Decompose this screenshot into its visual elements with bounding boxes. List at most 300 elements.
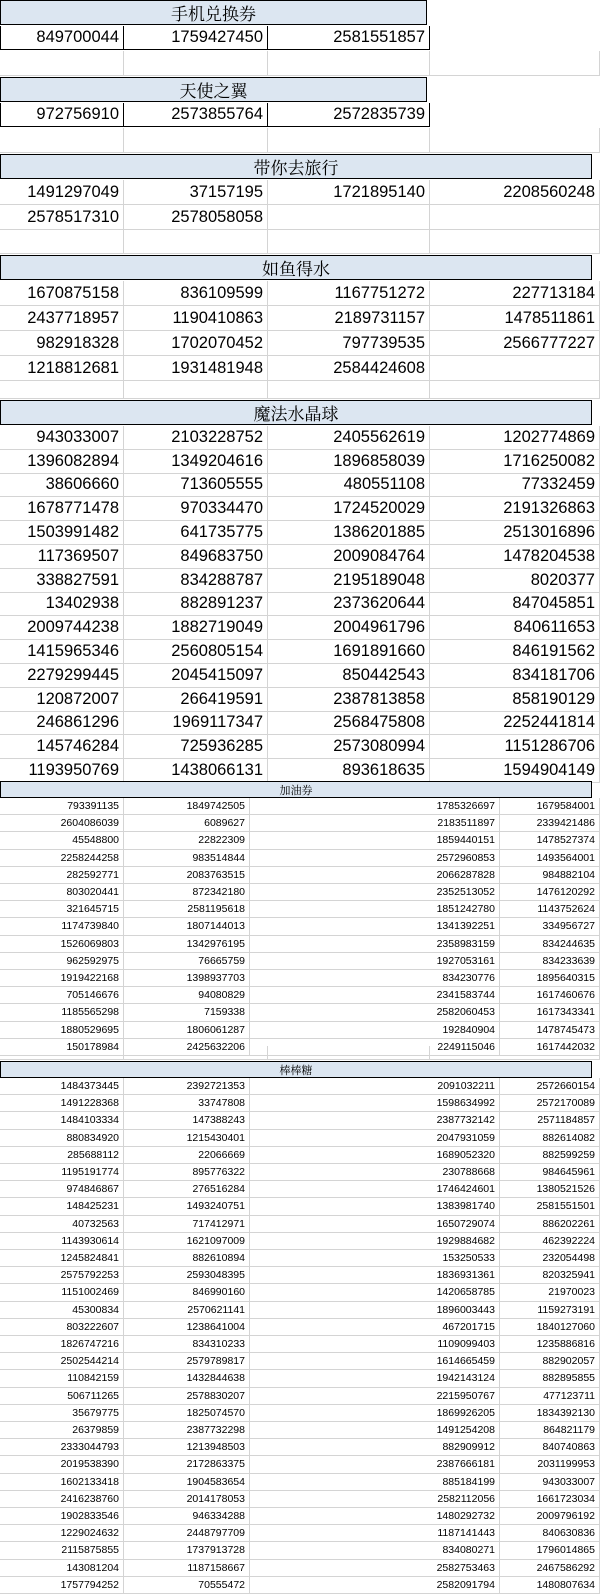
code-cell[interactable]: 2570621141	[124, 1302, 250, 1319]
code-cell[interactable]: 1503991482	[0, 521, 124, 545]
code-cell[interactable]: 984882104	[500, 867, 600, 884]
code-cell[interactable]: 1617343341	[500, 1004, 600, 1021]
code-cell[interactable]: 1478527374	[500, 832, 600, 849]
code-cell[interactable]: 282592771	[0, 867, 124, 884]
code-cell[interactable]: 834310233	[124, 1336, 250, 1353]
code-cell[interactable]: 2582112056	[250, 1491, 500, 1508]
blank-cell[interactable]	[430, 381, 600, 399]
code-cell[interactable]: 1969117347	[124, 712, 268, 736]
code-cell[interactable]: 467201715	[250, 1319, 500, 1336]
code-cell[interactable]: 1478511861	[430, 306, 600, 331]
code-cell[interactable]: 2014178053	[124, 1491, 250, 1508]
code-cell[interactable]: 2004961796	[268, 616, 430, 640]
code-cell[interactable]: 338827591	[0, 569, 124, 593]
code-cell[interactable]: 882902057	[500, 1353, 600, 1370]
code-cell[interactable]: 1650729074	[250, 1216, 500, 1233]
code-cell[interactable]: 2189731157	[268, 306, 430, 331]
code-cell[interactable]: 834244635	[500, 936, 600, 953]
code-cell[interactable]: 1151286706	[430, 735, 600, 759]
code-cell[interactable]	[430, 356, 600, 381]
code-cell[interactable]: 35679775	[0, 1405, 124, 1422]
code-cell[interactable]: 276516284	[124, 1181, 250, 1198]
code-cell[interactable]: 1927053161	[250, 953, 500, 970]
code-cell[interactable]: 882895855	[500, 1370, 600, 1387]
code-cell[interactable]: 793391135	[0, 798, 124, 815]
code-cell[interactable]: 1691891660	[268, 640, 430, 664]
blank-cell[interactable]	[124, 51, 268, 76]
code-cell[interactable]: 2405562619	[268, 426, 430, 450]
code-cell[interactable]: 2387813858	[268, 688, 430, 712]
code-cell[interactable]: 846191562	[430, 640, 600, 664]
code-cell[interactable]: 477123711	[500, 1388, 600, 1405]
code-cell[interactable]: 2584424608	[268, 356, 430, 381]
code-cell[interactable]: 1167751272	[268, 281, 430, 306]
code-cell[interactable]: 834181706	[430, 664, 600, 688]
code-cell[interactable]: 70555472	[124, 1577, 250, 1594]
code-cell[interactable]: 1109099403	[250, 1336, 500, 1353]
code-cell[interactable]: 847045851	[430, 593, 600, 617]
table-row	[0, 521, 600, 545]
code-cell[interactable]: 1785326697	[250, 798, 500, 815]
code-cell[interactable]: 2183511897	[250, 815, 500, 832]
code-cell[interactable]: 2387666181	[250, 1456, 500, 1473]
code-cell[interactable]: 1689052320	[250, 1147, 500, 1164]
code-cell[interactable]: 2191326863	[430, 497, 600, 521]
code-cell[interactable]: 1151002469	[0, 1284, 124, 1301]
code-cell[interactable]: 1826747216	[0, 1336, 124, 1353]
code-cell[interactable]: 2279299445	[0, 664, 124, 688]
code-cell[interactable]: 2009796192	[500, 1508, 600, 1525]
code-cell[interactable]: 1902833546	[0, 1508, 124, 1525]
code-cell[interactable]	[268, 205, 430, 230]
table-row	[0, 1284, 600, 1301]
code-cell[interactable]: 1213948503	[124, 1439, 250, 1456]
blank-cell[interactable]	[124, 381, 268, 399]
code-cell[interactable]: 22822309	[124, 832, 250, 849]
code-cell[interactable]: 1880529695	[0, 1022, 124, 1039]
code-cell[interactable]: 1896003443	[250, 1302, 500, 1319]
code-cell[interactable]: 882891237	[124, 593, 268, 617]
code-cell[interactable]: 246861296	[0, 712, 124, 736]
code-cell[interactable]: 2566777227	[430, 331, 600, 356]
code-cell[interactable]: 8020377	[430, 569, 600, 593]
code-cell[interactable]: 40732563	[0, 1216, 124, 1233]
code-cell[interactable]: 21970023	[500, 1284, 600, 1301]
code-cell[interactable]: 1229024632	[0, 1525, 124, 1542]
code-cell[interactable]: 641735775	[124, 521, 268, 545]
code-cell[interactable]: 2215950767	[250, 1388, 500, 1405]
code-cell[interactable]: 2258244258	[0, 850, 124, 867]
code-cell[interactable]: 850442543	[268, 664, 430, 688]
code-cell[interactable]: 2581551857	[268, 26, 430, 50]
code-cell[interactable]: 2573855764	[124, 103, 268, 127]
blank-cell[interactable]	[430, 230, 600, 254]
code-cell[interactable]: 2581195618	[124, 901, 250, 918]
code-cell[interactable]: 26379859	[0, 1422, 124, 1439]
code-cell[interactable]: 1480292732	[250, 1508, 500, 1525]
code-cell[interactable]: 882610894	[124, 1250, 250, 1267]
code-cell[interactable]: 1195191774	[0, 1164, 124, 1181]
code-cell[interactable]: 1825074570	[124, 1405, 250, 1422]
code-cell[interactable]: 1661723034	[500, 1491, 600, 1508]
code-cell[interactable]: 77332459	[430, 474, 600, 498]
code-cell[interactable]: 2513016896	[430, 521, 600, 545]
code-cell[interactable]: 1215430401	[124, 1130, 250, 1147]
code-cell[interactable]: 1478204538	[430, 545, 600, 569]
code-cell[interactable]: 1187158667	[124, 1560, 250, 1577]
blank-cell[interactable]	[124, 230, 268, 254]
code-cell[interactable]: 2604086039	[0, 815, 124, 832]
code-cell[interactable]: 2502544214	[0, 1353, 124, 1370]
code-cell[interactable]: 895776322	[124, 1164, 250, 1181]
code-cell[interactable]: 94080829	[124, 987, 250, 1004]
code-cell[interactable]: 1380521526	[500, 1181, 600, 1198]
code-cell[interactable]: 880834920	[0, 1130, 124, 1147]
code-cell[interactable]: 2572660154	[500, 1078, 600, 1095]
code-cell[interactable]: 1383981740	[250, 1198, 500, 1215]
code-cell[interactable]: 717412971	[124, 1216, 250, 1233]
blank-row	[0, 381, 600, 399]
blank-cell[interactable]	[0, 51, 124, 76]
code-cell[interactable]: 1942143124	[250, 1370, 500, 1387]
code-cell[interactable]: 6089627	[124, 815, 250, 832]
blank-cell[interactable]	[430, 51, 600, 76]
code-cell[interactable]: 1678771478	[0, 497, 124, 521]
blank-cell[interactable]	[268, 381, 430, 399]
code-cell[interactable]: 120872007	[0, 688, 124, 712]
code-cell[interactable]: 1621097009	[124, 1233, 250, 1250]
code-cell[interactable]: 803222607	[0, 1319, 124, 1336]
code-cell[interactable]: 803020441	[0, 884, 124, 901]
code-cell[interactable]: 266419591	[124, 688, 268, 712]
code-cell[interactable]: 1724520029	[268, 497, 430, 521]
code-cell[interactable]: 1349204616	[124, 450, 268, 474]
code-cell[interactable]: 2572170089	[500, 1095, 600, 1112]
code-cell[interactable]: 1670875158	[0, 281, 124, 306]
code-cell[interactable]: 1143930614	[0, 1233, 124, 1250]
code-cell[interactable]: 2448797709	[124, 1525, 250, 1542]
code-cell[interactable]: 2009744238	[0, 616, 124, 640]
code-cell[interactable]: 1491254208	[250, 1422, 500, 1439]
code-cell[interactable]: 2047931059	[250, 1130, 500, 1147]
code-cell[interactable]: 1174739840	[0, 918, 124, 935]
code-cell[interactable]: 2573080994	[268, 735, 430, 759]
code-cell[interactable]: 7159338	[124, 1004, 250, 1021]
code-cell[interactable]: 2252441814	[430, 712, 600, 736]
blank-cell[interactable]	[268, 230, 430, 254]
code-cell[interactable]: 1721895140	[268, 180, 430, 205]
code-cell[interactable]: 1594904149	[430, 759, 600, 783]
code-cell[interactable]: 1484103334	[0, 1112, 124, 1129]
code-cell[interactable]: 1602133418	[0, 1474, 124, 1491]
code-cell[interactable]: 836109599	[124, 281, 268, 306]
code-cell[interactable]: 117369507	[0, 545, 124, 569]
code-cell[interactable]: 1238641004	[124, 1319, 250, 1336]
code-cell[interactable]: 1159273191	[500, 1302, 600, 1319]
code-cell[interactable]: 1679584001	[500, 798, 600, 815]
code-cell[interactable]: 1882719049	[124, 616, 268, 640]
code-cell[interactable]: 1432844638	[124, 1370, 250, 1387]
code-cell[interactable]: 45548800	[0, 832, 124, 849]
code-cell[interactable]: 1598634992	[250, 1095, 500, 1112]
code-cell[interactable]: 2425632206	[124, 1039, 250, 1056]
code-cell[interactable]: 2172863375	[124, 1456, 250, 1473]
blank-cell[interactable]	[124, 128, 268, 153]
code-cell[interactable]: 1341392251	[250, 918, 500, 935]
code-cell[interactable]: 232054498	[500, 1250, 600, 1267]
code-cell[interactable]: 145746284	[0, 735, 124, 759]
code-cell[interactable]: 2358983159	[250, 936, 500, 953]
section-title[interactable]: 棒棒糖	[0, 1061, 592, 1078]
code-cell[interactable]: 230788668	[250, 1164, 500, 1181]
code-cell[interactable]: 849700044	[0, 26, 124, 50]
code-cell[interactable]: 2208560248	[430, 180, 600, 205]
code-cell[interactable]: 37157195	[124, 180, 268, 205]
code-cell[interactable]: 820325941	[500, 1267, 600, 1284]
code-cell[interactable]: 882599259	[500, 1147, 600, 1164]
code-cell[interactable]: 2091032211	[250, 1078, 500, 1095]
code-cell[interactable]: 1929884682	[250, 1233, 500, 1250]
code-cell[interactable]: 893618635	[268, 759, 430, 783]
code-cell[interactable]: 1896858039	[268, 450, 430, 474]
code-cell[interactable]: 982918328	[0, 331, 124, 356]
code-cell[interactable]: 1895640315	[500, 970, 600, 987]
code-cell[interactable]: 1836931361	[250, 1267, 500, 1284]
section-title[interactable]: 带你去旅行	[0, 154, 592, 179]
code-cell[interactable]: 1617460676	[500, 987, 600, 1004]
code-cell[interactable]: 849683750	[124, 545, 268, 569]
code-cell[interactable]: 1218812681	[0, 356, 124, 381]
section-title[interactable]: 如鱼得水	[0, 255, 592, 280]
blank-cell[interactable]	[0, 381, 124, 399]
code-cell[interactable]: 38606660	[0, 474, 124, 498]
code-cell[interactable]: 882614082	[500, 1130, 600, 1147]
code-cell[interactable]: 872342180	[124, 884, 250, 901]
code-cell[interactable]: 192840904	[250, 1022, 500, 1039]
code-cell[interactable]: 1849742505	[124, 798, 250, 815]
code-cell[interactable]: 1185565298	[0, 1004, 124, 1021]
code-cell[interactable]: 725936285	[124, 735, 268, 759]
code-cell[interactable]: 2437718957	[0, 306, 124, 331]
table-row	[0, 1491, 600, 1508]
code-cell[interactable]: 2572960853	[250, 850, 500, 867]
code-cell[interactable]: 2582060453	[250, 1004, 500, 1021]
code-cell[interactable]: 834230776	[250, 970, 500, 987]
code-cell[interactable]: 45300834	[0, 1302, 124, 1319]
code-cell[interactable]: 1396082894	[0, 450, 124, 474]
code-cell[interactable]: 1702070452	[124, 331, 268, 356]
code-cell[interactable]: 2083763515	[124, 867, 250, 884]
code-cell[interactable]: 2009084764	[268, 545, 430, 569]
code-cell[interactable]: 797739535	[268, 331, 430, 356]
code-cell[interactable]: 1904583654	[124, 1474, 250, 1491]
code-cell[interactable]: 840611653	[430, 616, 600, 640]
blank-cell[interactable]	[0, 128, 124, 153]
code-cell[interactable]: 143081204	[0, 1560, 124, 1577]
code-cell[interactable]: 1859440151	[250, 832, 500, 849]
code-cell[interactable]: 334956727	[500, 918, 600, 935]
code-cell[interactable]: 2195189048	[268, 569, 430, 593]
code-cell[interactable]: 834288787	[124, 569, 268, 593]
code-cell[interactable]: 1737913728	[124, 1542, 250, 1559]
code-cell[interactable]: 2578830207	[124, 1388, 250, 1405]
code-cell[interactable]: 974846867	[0, 1181, 124, 1198]
code-cell[interactable]	[430, 205, 600, 230]
code-cell[interactable]: 462392224	[500, 1233, 600, 1250]
code-cell[interactable]: 285688112	[0, 1147, 124, 1164]
code-cell[interactable]: 1143752624	[500, 901, 600, 918]
code-cell[interactable]: 840630836	[500, 1525, 600, 1542]
code-cell[interactable]: 834080271	[250, 1542, 500, 1559]
code-cell[interactable]: 2578058058	[124, 205, 268, 230]
code-cell[interactable]: 2387732298	[124, 1422, 250, 1439]
code-cell[interactable]: 1491297049	[0, 180, 124, 205]
code-cell[interactable]: 2579789817	[124, 1353, 250, 1370]
code-cell[interactable]: 864821179	[500, 1422, 600, 1439]
code-cell[interactable]: 2045415097	[124, 664, 268, 688]
table-row	[0, 987, 600, 1004]
code-cell[interactable]: 846990160	[124, 1284, 250, 1301]
code-cell[interactable]: 2560805154	[124, 640, 268, 664]
code-cell[interactable]: 2568475808	[268, 712, 430, 736]
code-cell[interactable]: 1796014865	[500, 1542, 600, 1559]
code-cell[interactable]: 76665759	[124, 953, 250, 970]
section-title[interactable]: 手机兑换券	[0, 0, 427, 25]
code-cell[interactable]: 2249115046	[250, 1039, 500, 1056]
code-cell[interactable]: 1834392130	[500, 1405, 600, 1422]
code-cell[interactable]: 705146676	[0, 987, 124, 1004]
code-cell[interactable]: 2581551501	[500, 1198, 600, 1215]
code-cell[interactable]: 22066669	[124, 1147, 250, 1164]
code-cell[interactable]: 962592975	[0, 953, 124, 970]
code-cell[interactable]: 1526069803	[0, 936, 124, 953]
code-cell[interactable]: 882909912	[250, 1439, 500, 1456]
code-cell[interactable]: 713605555	[124, 474, 268, 498]
code-cell[interactable]: 858190129	[430, 688, 600, 712]
blank-cell[interactable]	[268, 128, 430, 153]
code-cell[interactable]: 153250533	[250, 1250, 500, 1267]
code-cell[interactable]: 2103228752	[124, 426, 268, 450]
code-cell[interactable]: 1759427450	[124, 26, 268, 50]
code-cell[interactable]: 946334288	[124, 1508, 250, 1525]
code-cell[interactable]: 480551108	[268, 474, 430, 498]
code-cell[interactable]: 1478745473	[500, 1022, 600, 1039]
code-cell[interactable]: 1245824841	[0, 1250, 124, 1267]
code-cell[interactable]: 147388243	[124, 1112, 250, 1129]
code-cell[interactable]: 1746424601	[250, 1181, 500, 1198]
code-cell[interactable]: 2333044793	[0, 1439, 124, 1456]
code-cell[interactable]: 886202261	[500, 1216, 600, 1233]
code-cell[interactable]: 2066287828	[250, 867, 500, 884]
code-cell[interactable]: 2373620644	[268, 593, 430, 617]
code-cell[interactable]: 2392721353	[124, 1078, 250, 1095]
code-cell[interactable]: 1342976195	[124, 936, 250, 953]
code-cell[interactable]: 2571184857	[500, 1112, 600, 1129]
code-cell[interactable]: 1202774869	[430, 426, 600, 450]
code-cell[interactable]: 2582091794	[250, 1577, 500, 1594]
code-cell[interactable]: 33747808	[124, 1095, 250, 1112]
code-cell[interactable]: 2352513052	[250, 884, 500, 901]
code-cell[interactable]: 840740863	[500, 1439, 600, 1456]
code-cell[interactable]: 2575792253	[0, 1267, 124, 1284]
code-cell[interactable]: 1869926205	[250, 1405, 500, 1422]
code-cell[interactable]: 1398937703	[124, 970, 250, 987]
code-cell[interactable]: 972756910	[0, 103, 124, 127]
code-cell[interactable]: 2341583744	[250, 987, 500, 1004]
code-cell[interactable]: 1919422168	[0, 970, 124, 987]
code-cell[interactable]: 1235886816	[500, 1336, 600, 1353]
code-cell[interactable]: 1420658785	[250, 1284, 500, 1301]
code-cell[interactable]: 110842159	[0, 1370, 124, 1387]
code-cell[interactable]: 150178984	[0, 1039, 124, 1056]
code-cell[interactable]: 1614665459	[250, 1353, 500, 1370]
code-cell[interactable]: 984645961	[500, 1164, 600, 1181]
code-cell[interactable]: 2593048395	[124, 1267, 250, 1284]
code-cell[interactable]: 885184199	[250, 1474, 500, 1491]
code-cell[interactable]: 970334470	[124, 497, 268, 521]
code-cell[interactable]: 1190410863	[124, 306, 268, 331]
code-cell[interactable]: 1757794252	[0, 1577, 124, 1594]
code-cell[interactable]: 1806061287	[124, 1022, 250, 1039]
code-cell[interactable]: 227713184	[430, 281, 600, 306]
section-title-row	[0, 154, 600, 179]
section-title[interactable]: 魔法水晶球	[0, 400, 592, 425]
code-cell[interactable]: 506711265	[0, 1388, 124, 1405]
section-title[interactable]: 天使之翼	[0, 77, 427, 102]
code-cell[interactable]: 2572835739	[268, 103, 430, 127]
code-cell[interactable]: 2031199953	[500, 1456, 600, 1473]
code-cell[interactable]: 2339421486	[500, 815, 600, 832]
code-cell[interactable]: 1386201885	[268, 521, 430, 545]
code-cell[interactable]: 983514844	[124, 850, 250, 867]
code-cell[interactable]: 1493564001	[500, 850, 600, 867]
code-cell[interactable]: 2416238760	[0, 1491, 124, 1508]
code-cell[interactable]: 1716250082	[430, 450, 600, 474]
blank-cell[interactable]	[0, 230, 124, 254]
code-cell[interactable]: 1480807634	[500, 1577, 600, 1594]
code-cell[interactable]: 2387732142	[250, 1112, 500, 1129]
code-cell[interactable]: 1438066131	[124, 759, 268, 783]
code-cell[interactable]: 2582753463	[250, 1560, 500, 1577]
code-cell[interactable]: 1415965346	[0, 640, 124, 664]
code-cell[interactable]: 321645715	[0, 901, 124, 918]
section-title[interactable]: 加油券	[0, 781, 592, 798]
code-cell[interactable]: 1840127060	[500, 1319, 600, 1336]
code-cell[interactable]: 1187141443	[250, 1525, 500, 1542]
code-cell[interactable]: 2019538390	[0, 1456, 124, 1473]
code-cell[interactable]: 943033007	[500, 1474, 600, 1491]
code-cell[interactable]: 2115875855	[0, 1542, 124, 1559]
blank-cell[interactable]	[430, 128, 600, 153]
blank-row	[0, 230, 600, 254]
code-cell[interactable]: 13402938	[0, 593, 124, 617]
code-cell[interactable]: 148425231	[0, 1198, 124, 1215]
code-cell[interactable]: 1484373445	[0, 1078, 124, 1095]
code-cell[interactable]: 834233639	[500, 953, 600, 970]
code-cell[interactable]: 1476120292	[500, 884, 600, 901]
code-cell[interactable]: 1491228368	[0, 1095, 124, 1112]
code-cell[interactable]: 1193950769	[0, 759, 124, 783]
code-cell[interactable]: 1807144013	[124, 918, 250, 935]
code-cell[interactable]: 1931481948	[124, 356, 268, 381]
code-cell[interactable]: 943033007	[0, 426, 124, 450]
code-cell[interactable]: 2578517310	[0, 205, 124, 230]
code-cell[interactable]: 1493240751	[124, 1198, 250, 1215]
code-cell[interactable]: 1851242780	[250, 901, 500, 918]
code-cell[interactable]: 2467586292	[500, 1560, 600, 1577]
code-cell[interactable]: 1617442032	[500, 1039, 600, 1056]
blank-cell[interactable]	[268, 51, 430, 76]
